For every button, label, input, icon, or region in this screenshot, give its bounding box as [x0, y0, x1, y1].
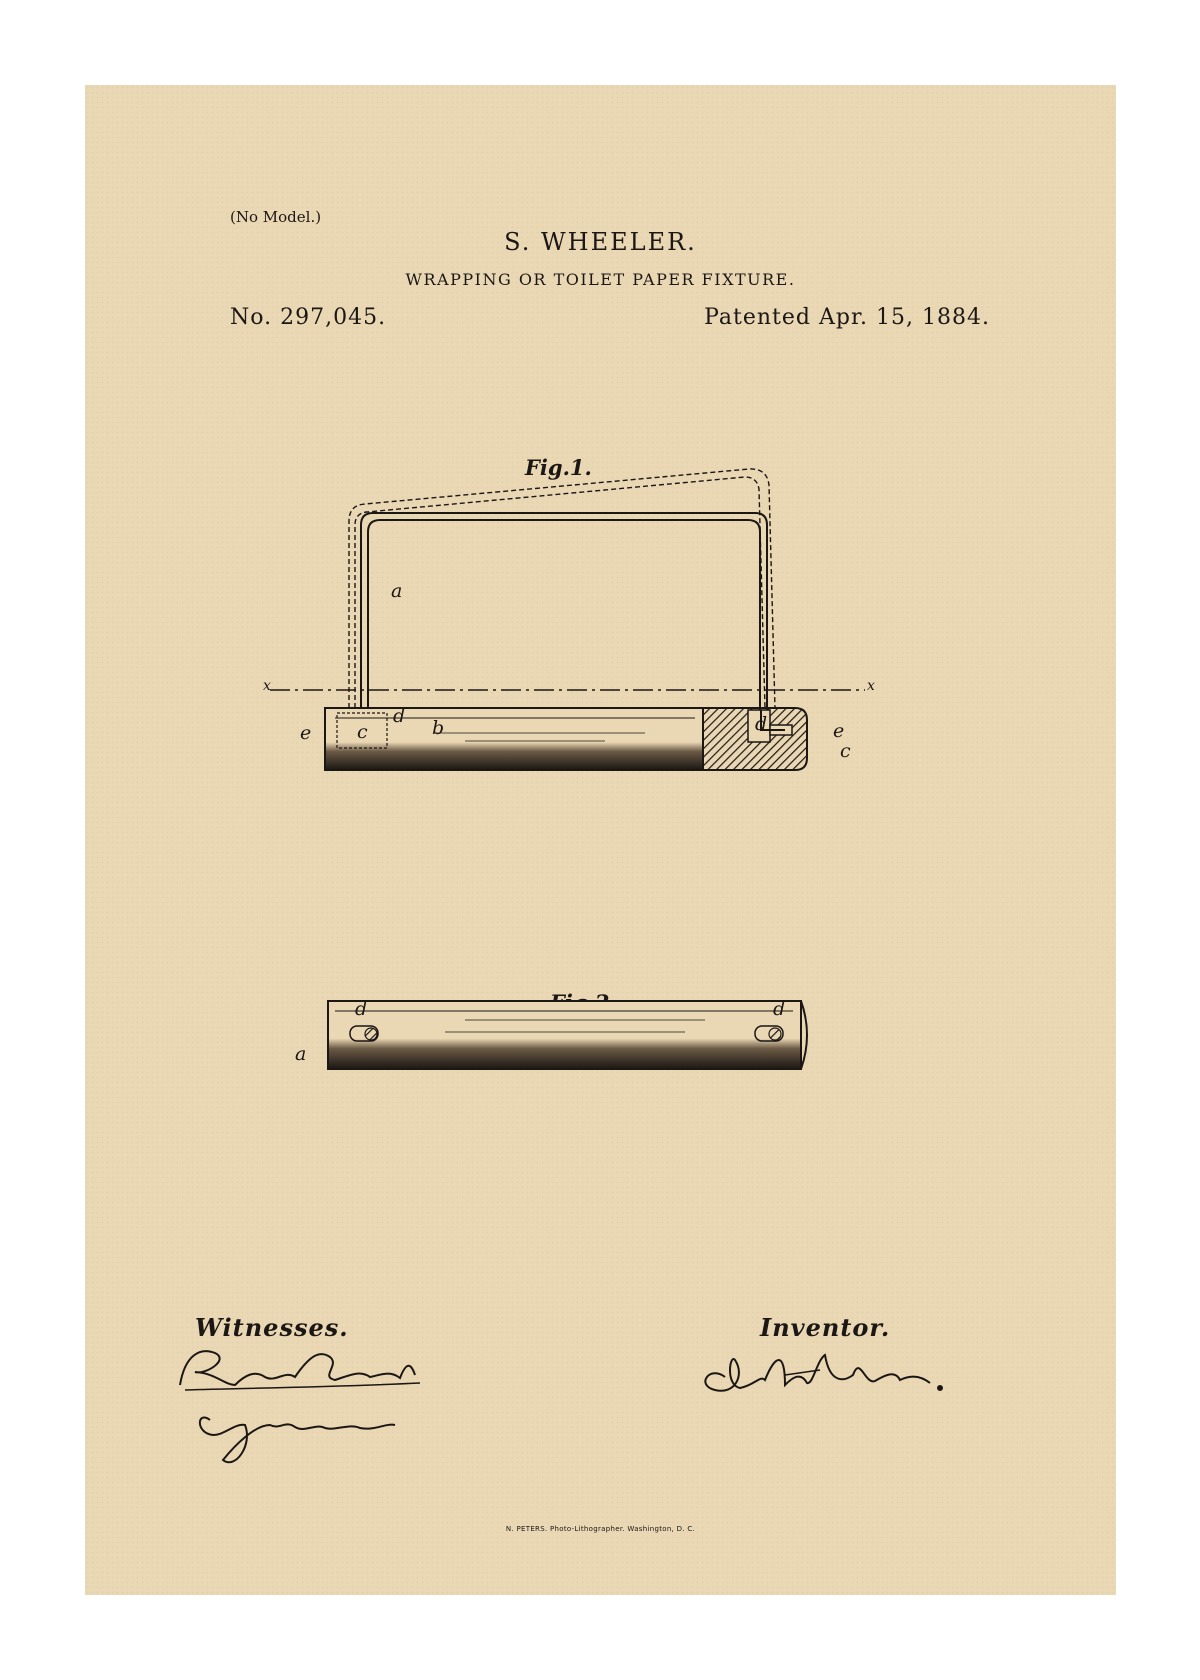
fig1-ref-e-left: e	[300, 722, 312, 744]
fig1-label: Fig.1.	[525, 455, 592, 480]
lithographer-footer: N. PETERS. Photo-Lithographer. Washington, D. C.	[505, 1525, 696, 1533]
patent-number: No. 297,045.	[230, 305, 387, 330]
fig1-ref-d-right: d	[755, 713, 768, 735]
fig1-ref-c-left: c	[357, 721, 368, 743]
no-model-note: (No Model.)	[230, 208, 322, 226]
patent-sheet	[85, 85, 1116, 1595]
inventor-name-heading: S. WHEELER.	[504, 228, 697, 256]
patent-title: WRAPPING OR TOILET PAPER FIXTURE.	[405, 270, 796, 289]
fig2-ref-d-right: d	[773, 998, 786, 1020]
fig1-ref-c-right: c	[840, 740, 851, 762]
inventor-signature	[705, 1355, 942, 1391]
fig1-ref-e-right: e	[833, 720, 845, 742]
witness-signature-1	[180, 1351, 420, 1390]
fig1-ref-x-left: x	[263, 678, 271, 694]
fig2-ref-d-left: d	[355, 998, 368, 1020]
fig2-ref-a: a	[295, 1043, 307, 1065]
witnesses-label: Witnesses.	[195, 1313, 349, 1342]
witness-signature-2	[200, 1417, 395, 1462]
fig1-ref-x-right: x	[867, 678, 875, 694]
patent-date: Patented Apr. 15, 1884.	[704, 305, 990, 330]
patent-drawings	[85, 85, 1116, 1595]
inventor-label: Inventor.	[760, 1313, 891, 1342]
fig1-ref-a: a	[391, 580, 403, 602]
fig1-ref-b: b	[432, 717, 445, 739]
fig2-drawing	[328, 1001, 807, 1069]
fig1-ref-d-left: d	[393, 705, 406, 727]
